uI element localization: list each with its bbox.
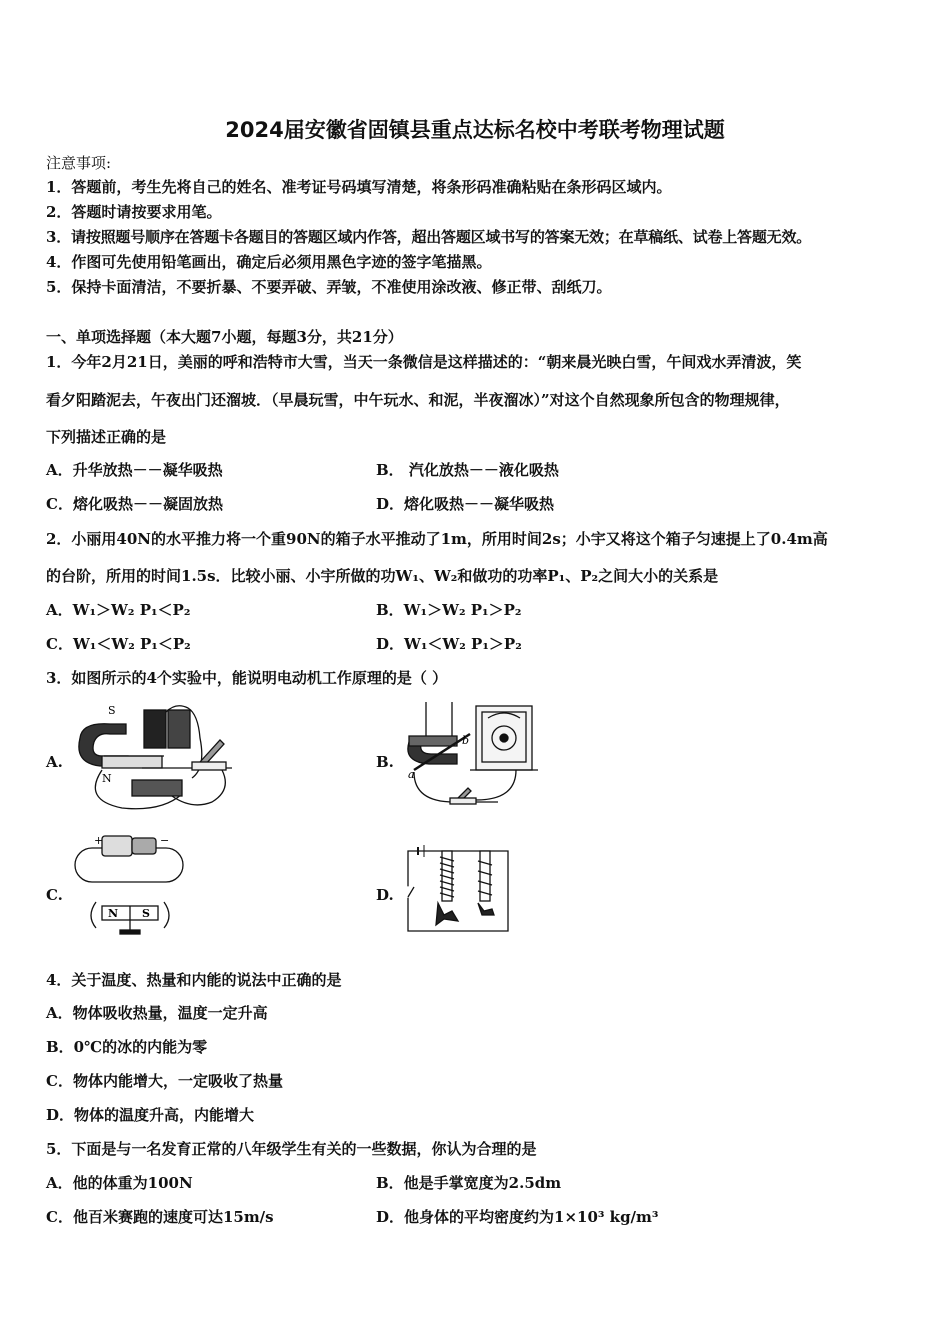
q1-stem: 1．今年2月21日，美丽的呼和浩特市大雪，当天一条微信是这样描述的：“朝来晨光映白雪，午间戏水弄清波，笑 bbox=[46, 353, 802, 371]
notice-item: 1．答题前，考生先将自己的姓名、准考证号码填写清楚，将条形码准确粘贴在条形码区域内。 bbox=[46, 178, 672, 196]
q1-option-c[interactable]: C．熔化吸热－－凝固放热 bbox=[46, 495, 223, 513]
q4-option-a[interactable]: A．物体吸收热量，温度一定升高 bbox=[46, 1004, 268, 1022]
q1-option-b[interactable]: B． 汽化放热－－液化吸热 bbox=[376, 461, 559, 479]
q3-option-c[interactable]: C. bbox=[46, 886, 63, 904]
q1-option-a[interactable]: A．升华放热－－凝华吸热 bbox=[46, 461, 223, 479]
q4-option-c[interactable]: C．物体内能增大，一定吸收了热量 bbox=[46, 1072, 283, 1090]
figure-b-galvanometer bbox=[404, 700, 544, 810]
section-heading: 一、单项选择题（本大题7小题，每题3分，共21分） bbox=[46, 328, 403, 346]
notice-item: 2．答题时请按要求用笔。 bbox=[46, 203, 222, 221]
q2-option-b[interactable]: B．W₁＞W₂ P₁＞P₂ bbox=[376, 601, 522, 619]
figure-a-magnet-rail bbox=[72, 700, 232, 810]
notice-item: 3．请按照题号顺序在答题卡各题目的答题区域内作答，超出答题区域书写的答案无效；在草稿纸、试卷上答题无效。 bbox=[46, 228, 812, 246]
fig-c-plus: + bbox=[94, 834, 104, 847]
q3-stem: 3．如图所示的4个实验中，能说明电动机工作原理的是（ ） bbox=[46, 669, 448, 687]
q2-option-c[interactable]: C．W₁＜W₂ P₁＜P₂ bbox=[46, 635, 191, 653]
fig-c-s: S bbox=[142, 907, 150, 920]
q3-option-d[interactable]: D. bbox=[376, 886, 394, 904]
q5-stem: 5．下面是与一名发育正常的八年级学生有关的一些数据，你认为合理的是 bbox=[46, 1140, 537, 1158]
q5-option-b[interactable]: B．他是手掌宽度为2.5dm bbox=[376, 1174, 562, 1192]
notice-item: 5．保持卡面清洁，不要折暴、不要弄破、弄皱，不准使用涂改液、修正带、刮纸刀。 bbox=[46, 278, 612, 296]
q1-stem: 下列描述正确的是 bbox=[46, 428, 167, 446]
q3-option-b[interactable]: B. bbox=[376, 753, 394, 771]
fig-b-b-label: b bbox=[462, 734, 470, 747]
q2-stem: 的台阶，所用的时间1.5s．比较小丽、小宇所做的功W₁、W₂和做功的功率P₁、P₂之间大小的关系是 bbox=[46, 567, 719, 585]
q4-stem: 4．关于温度、热量和内能的说法中正确的是 bbox=[46, 971, 342, 989]
q1-option-d[interactable]: D．熔化吸热－－凝华吸热 bbox=[376, 495, 555, 513]
notice-heading: 注意事项: bbox=[46, 154, 112, 172]
figure-c-battery-compass bbox=[72, 830, 192, 940]
q3-option-a[interactable]: A. bbox=[46, 753, 63, 771]
fig-a-n-label: N bbox=[102, 772, 112, 785]
q2-stem: 2．小丽用40N的水平推力将一个重90N的箱子水平推动了1m，所用时间2s；小宇又将这个箱子匀速提上了0.4m高 bbox=[46, 530, 828, 548]
q4-option-d[interactable]: D．物体的温度升高，内能增大 bbox=[46, 1106, 255, 1124]
q5-option-d[interactable]: D．他身体的平均密度约为1×10³ kg/m³ bbox=[376, 1208, 659, 1226]
q2-option-d[interactable]: D．W₁＜W₂ P₁＞P₂ bbox=[376, 635, 522, 653]
q5-option-a[interactable]: A．他的体重为100N bbox=[46, 1174, 193, 1192]
q5-option-c[interactable]: C．他百米赛跑的速度可达15m/s bbox=[46, 1208, 274, 1226]
notice-item: 4．作图可先使用铅笔画出，确定后必须用黑色字迹的签字笔描黑。 bbox=[46, 253, 492, 271]
figure-d-electromagnets bbox=[404, 843, 514, 935]
fig-c-minus: − bbox=[160, 834, 170, 847]
q1-stem: 看夕阳踏泥去，午夜出门还溜坡．（早晨玩雪，中午玩水、和泥，半夜溜冰）”对这个自然现象所包含的物理规律， bbox=[46, 391, 790, 409]
fig-a-s-label: S bbox=[108, 704, 116, 717]
fig-b-a-label: a bbox=[408, 768, 415, 781]
fig-c-n: N bbox=[108, 907, 119, 920]
page-title: 2024届安徽省固镇县重点达标名校中考联考物理试题 bbox=[225, 118, 725, 142]
q2-option-a[interactable]: A．W₁＞W₂ P₁＜P₂ bbox=[46, 601, 191, 619]
q4-option-b[interactable]: B．0℃的冰的内能为零 bbox=[46, 1038, 208, 1056]
